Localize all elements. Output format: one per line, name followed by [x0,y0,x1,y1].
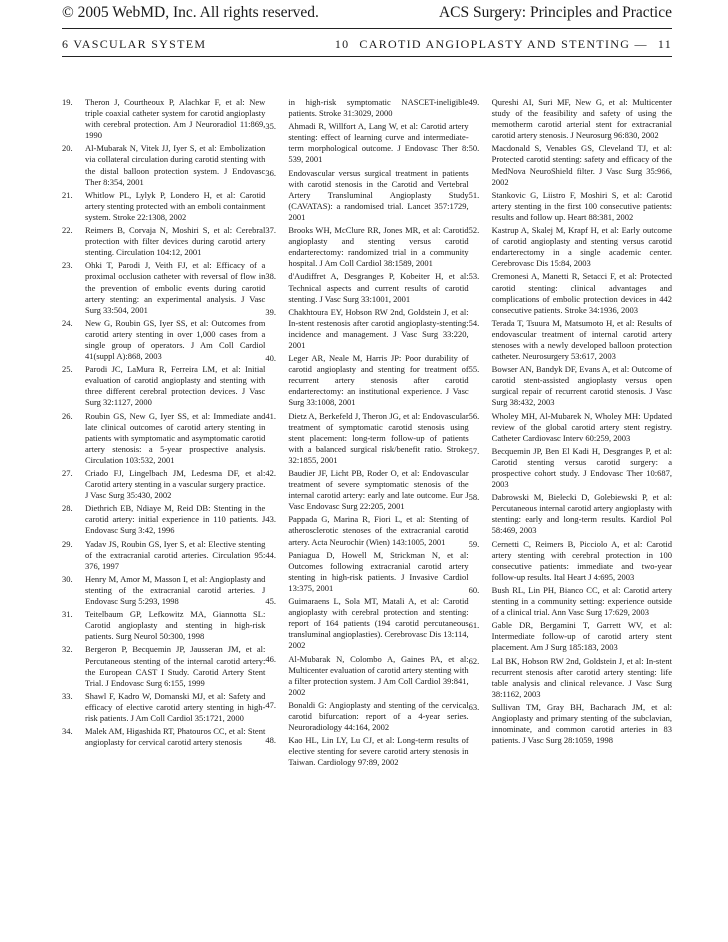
reference-number: 61. [468,620,480,631]
reference-entry [469,225,672,269]
reference-text: Teitelbaum GP, Lefkowitz MA, Giannotta SL: Carotid angioplasty and stenting in high-risk patients. Surg Neurol 50:300, 1998 [85,609,266,642]
reference-entry [469,492,672,536]
reference-number: 37. [265,225,276,236]
reference-number: 33. [62,690,73,701]
reference-entry [62,97,265,141]
reference-list [62,97,672,770]
reference-number: 59. [468,538,480,549]
reference-text: Lal BK, Hobson RW 2nd, Goldstein J, et al: In-stent recurrent stenosis after carotid artery stenting: life table analysis and clinical relevance. J Vasc Surg 38:1162, 2003 [491,655,672,699]
reference-entry [62,411,265,466]
reference-text: Leger AR, Neale M, Harris JP: Poor durability of carotid angioplasty and stenting for treatment of recurrent artery stenosis after carotid endarterectomy: an institutional experience. J Vasc Surg 33:1008, 2001 [288,353,469,408]
reference-number: 58. [468,492,480,503]
reference-text: Sullivan TM, Gray BH, Bacharach JM, et al: Angioplasty and primary stenting of the subclavian, innominate, and common carotid arteries in 83 patients. J Vasc Surg 28:1059, 1998 [491,701,672,746]
reference-number: 21. [62,189,73,200]
reference-text: Bowser AN, Bandyk DF, Evans A, et al: Outcome of carotid stent-assisted angioplasty versus open surgical repair of recurrent carotid stenosis. J Vasc Surg 38:432, 2003 [491,364,672,408]
reference-entry [62,225,265,258]
reference-number: 46. [265,653,276,664]
page-number: 11 [657,37,672,51]
reference-text: Terada T, Tsuura M, Matsumoto H, et al: Results of endovascular treatment of internal carotid artery stenoses with a newly developed balloon protection catheter. Neurosurgery 53:617, 2003 [491,317,672,362]
reference-entry [469,620,672,653]
reference-text: Henry M, Amor M, Masson I, et al: Angioplasty and stenting of the extracranial carotid arteries. J Endovasc Surg 5:293, 1998 [85,573,266,607]
reference-entry [265,307,468,351]
reference-entry [469,97,672,141]
reference-number: 19. [62,97,73,107]
reference-number: 27. [62,468,73,478]
reference-text: Roubin GS, New G, Iyer SS, et al: Immediate and late clinical outcomes of carotid artery stenting in patients with symptomatic and asymptomatic carotid artery stenosis: a 5-year prospective analysis. Circulation 103:532, 2001 [85,410,266,465]
reference-text: Cernetti C, Reimers B, Picciolo A, et al: Carotid artery stenting with cerebral protection in 100 consecutive patients: immediate and two-year follow-up results. Ital Heart J 4:695, 2003 [491,538,672,582]
reference-number: 32. [62,644,73,655]
reference-text: Bush RL, Lin PH, Bianco CC, et al: Carotid artery stenting in a community setting: experience outside of a clinical trial. Ann Vasc Surg 17:629, 2003 [491,584,672,618]
reference-text: Bonaldi G: Angioplasty and stenting of the cervical carotid bifurcation: report of a 4-year series. Neuroradiology 44:164, 2002 [288,699,469,733]
reference-text: Al-Mubarak N, Vitek JJ, Iyer S, et al: Embolization via collateral circulation during carotid stenting with the distal balloon protection system. J Endovasc Ther 8:354, 2001 [85,143,266,187]
reference-text: Shawl F, Kadro W, Domanski MJ, et al: Safety and efficacy of elective carotid artery stenting in high-risk patients. J Am Coll Cardiol 35:1721, 2000 [85,690,266,723]
reference-text: Macdonald S, Venables GS, Cleveland TJ, et al: Protected carotid stenting: safety and efficacy of the MedNova NeuroShield filter. J Vasc Surg 35:966, 2002 [491,143,672,187]
reference-text: Malek AM, Higashida RT, Phatouros CC, et al: Stent angioplasty for cervical carotid artery stenosis [85,726,266,748]
reference-number: 30. [62,573,73,584]
reference-entry [469,190,672,223]
reference-text: Endovascular versus surgical treatment in patients with carotid stenosis in the Carotid and Vertebral Artery Transluminal Angioplasty Study (CAVATAS): a randomised trial. Lancet 357:1729, 2001 [288,167,469,222]
reference-number: 47. [265,699,276,710]
reference-number: 53. [468,271,480,282]
reference-entry [62,190,265,223]
reference-text: in high-risk symptomatic NASCET-ineligible patients. Stroke 31:3029, 2000 [288,97,469,119]
reference-entry [62,609,265,642]
reference-number: 52. [468,225,480,236]
reference-entry [265,411,468,466]
reference-text: Parodi JC, LaMura R, Ferreira LM, et al: Initial evaluation of carotid angioplasty and stenting with three different cerebral protection devices. J Vasc Surg 32:1127, 2000 [85,364,266,408]
reference-entry [469,411,672,444]
reference-number: 26. [62,410,73,421]
reference-number: 42. [265,468,276,478]
reference-text: Qureshi AI, Suri MF, New G, et al: Multicenter study of the feasibility and safety of using the memotherm carotid arterial stent for extracranial carotid artery stenosis. J Neurosurg 96:830, 2002 [491,97,672,141]
reference-entry [265,700,468,733]
reference-number: 22. [62,225,73,236]
reference-entry [62,574,265,607]
reference-number: 44. [265,549,276,560]
reference-entry [469,364,672,408]
reference-text: Cremonesi A, Manetti R, Setacci F, et al: Protected carotid stenting: clinical advantages and complications of embolic protection devices in 442 consecutive patients. Stroke 34:1936, 2003 [491,271,672,315]
reference-entry [469,585,672,618]
running-header [62,2,672,24]
reference-entry [62,503,265,536]
header-rule-top [62,28,672,29]
reference-entry [469,446,672,490]
reference-column-1 [62,97,265,770]
reference-entry [265,735,468,768]
reference-entry [62,318,265,362]
reference-entry [469,318,672,362]
reference-number: 50. [468,143,480,154]
reference-number: 40. [265,353,276,364]
reference-number: 34. [62,726,73,737]
reference-entry [62,539,265,572]
reference-entry [265,97,468,119]
reference-text: Chakhtoura EY, Hobson RW 2nd, Goldstein J, et al: In-stent restenosis after carotid angioplasty-stenting: incidence and management. J Vasc Surg 33:220, 2001 [288,306,469,350]
reference-text: Diethrich EB, Ndiaye M, Reid DB: Stenting in the carotid artery: initial experience in 110 patients. J Endovasc Surg 3:42, 1996 [85,503,266,536]
copyright-notice: © 2005 WebMD, Inc. All rights reserved. [62,4,319,21]
reference-number: 23. [62,260,73,271]
section-header [62,37,672,52]
reference-entry [62,260,265,315]
reference-entry [62,644,265,688]
book-title: ACS Surgery: Principles and Practice [438,4,672,21]
reference-number: 28. [62,503,73,514]
chapter-number: 10 [334,37,350,51]
reference-text: Brooks WH, McClure RR, Jones MR, et al: Carotid angioplasty and stenting versus carotid endarterectomy: randomized trial in a community hospital. J Am Coll Cardiol 38:1589, 2001 [288,225,469,269]
header-rule-bottom [62,56,672,57]
reference-number: 55. [468,364,480,375]
reference-number: 39. [265,306,276,317]
reference-text: Kao HL, Lin LY, Lu CJ, et al: Long-term results of elective stenting for severe carotid artery stenosis in Taiwan. Cardiology 97:89, 2002 [288,735,469,768]
reference-text: Gable DR, Bergamini T, Garrett WV, et al: Intermediate follow-up of carotid artery stent placement. Am J Surg 185:183, 2003 [491,620,672,653]
reference-number: 63. [468,701,480,712]
reference-text: Criado FJ, Lingelbach JM, Ledesma DF, et al: Carotid artery stenting in a vascular surgery practice. J Vasc Surg 35:430, 2002 [85,468,266,501]
reference-text: Dabrowski M, Bielecki D, Golebiewski P, et al: Percutaneous internal carotid artery angioplasty with stenting: early and long-term results. Kardiol Pol 58:469, 2003 [491,492,672,536]
reference-text: d'Audiffret A, Desgranges P, Kobeiter H, et al: Technical aspects and current results of carotid stenting. J Vasc Surg 33:1001, 2001 [288,271,469,304]
reference-entry [265,596,468,651]
reference-number: 36. [265,167,276,178]
reference-entry [265,654,468,698]
reference-text: Becquemin JP, Ben El Kadi H, Desgranges P, et al: Carotid stenting versus carotid surgery: a prospective cohort study. J Endovasc Ther 10:687, 2003 [491,445,672,490]
reference-text: Stankovic G, Liistro F, Moshiri S, et al: Carotid artery stenting in the first 100 consecutive patients: results and follow up. Heart 88:381, 2002 [491,189,672,222]
reference-number: 35. [265,121,276,132]
reference-text: Wholey MH, Al-Mubarek N, Wholey MH: Updated review of the global carotid artery stent registry. Catheter Cardiovasc Interv 60:259, 2003 [491,410,672,443]
reference-text: Guimaraens L, Sola MT, Matali A, et al: Carotid angioplasty with cerebral protection and stenting: report of 164 patients (194 carotid percutaneous transluminal angioplasties). Cerebrovasc Dis 13:114, 2002 [288,596,469,651]
reference-number: 56. [468,410,480,421]
reference-entry [265,225,468,269]
reference-text: Paniagua D, Howell M, Strickman N, et al: Outcomes following extracranial carotid artery stenting in high-risk patients. J Invasive Cardiol 13:375, 2001 [288,549,469,593]
reference-number: 43. [265,514,276,525]
reference-entry [265,271,468,304]
reference-text: Theron J, Courtheoux P, Alachkar F, et al: New triple coaxial catheter system for carotid angioplasty with cerebral protection. Am J Neuroradiol 11:869, 1990 [85,97,266,141]
reference-entry [469,656,672,700]
reference-number: 49. [468,97,480,107]
chapter-header [335,37,672,52]
reference-entry [265,353,468,408]
reference-number: 41. [265,410,276,421]
reference-text: Dietz A, Berkefeld J, Theron JG, et al: Endovascular treatment of symptomatic carotid stenosis using stent placement: long-term follow-up of patients with a balanced surgical risk/benefit ratio. Stroke 32:1855, 2001 [288,410,469,465]
reference-number: 60. [468,584,480,595]
reference-number: 20. [62,143,73,154]
reference-text: Al-Mubarak N, Colombo A, Gaines PA, et al: Multicenter evaluation of carotid artery stenting with a filter protection system. J Am Coll Cardiol 39:841, 2002 [288,653,469,697]
reference-column-2 [265,97,468,770]
reference-number: 38. [265,271,276,282]
reference-text: Bergeron P, Becquemin JP, Jausseran JM, et al: Percutaneous stenting of the internal carotid artery: the European CAST I Study. Carotid Artery Stent Trial. J Endovasc Surg 6:155, 1999 [85,644,266,688]
reference-text: Yadav JS, Roubin GS, Iyer S, et al: Elective stenting of the extracranial carotid arteries. Circulation 95: 376, 1997 [85,538,266,571]
reference-text: Ohki T, Parodi J, Veith FJ, et al: Efficacy of a proximal occlusion catheter with reversal of flow in the prevention of embolic events during carotid artery stenting: an experimental analysis. J Vasc Surg 33:504, 2001 [85,260,266,315]
reference-entry [62,468,265,501]
reference-number: 54. [468,317,480,328]
reference-number: 62. [468,655,480,666]
reference-number: 48. [265,735,276,746]
reference-entry [469,539,672,583]
reference-text: Pappada G, Marina R, Fiori L, et al: Stenting of atherosclerotic stenoses of the extracranial carotid artery. Acta Neurochir (Wien) 143:1005, 2001 [288,514,469,547]
reference-number: 31. [62,609,73,620]
reference-entry [469,143,672,187]
reference-text: Whitlow PL, Lylyk P, Londero H, et al: Carotid artery stenting protected with an emboli containment system. Stroke 22:1308, 2002 [85,189,266,222]
reference-entry [62,726,265,748]
reference-entry [62,364,265,408]
reference-text: New G, Roubin GS, Iyer SS, et al: Outcomes from carotid artery stenting in over 1,000 cases from a single group of operators. J Am Coll Cardiol 41(suppl A):868, 2003 [85,317,266,362]
reference-number: 45. [265,596,276,607]
reference-number: 25. [62,364,73,375]
reference-entry [62,691,265,724]
section-title: 6 VASCULAR SYSTEM [62,37,207,51]
reference-entry [265,168,468,223]
reference-text: Ahmadi R, Willfort A, Lang W, et al: Carotid artery stenting: effect of learning curve and intermediate-term morphological outcome. J Endovasc Ther 8: 539, 2001 [288,121,469,165]
reference-number: 29. [62,538,73,549]
reference-entry [265,514,468,547]
reference-entry [62,143,265,187]
reference-column-3 [469,97,672,770]
reference-number: 51. [468,189,480,200]
reference-text: Kastrup A, Skalej M, Krapf H, et al: Early outcome of carotid angioplasty and stenting versus carotid endarterectomy in a single academic center. Cerebrovasc Dis 15:84, 2003 [491,225,672,269]
reference-entry [265,550,468,594]
reference-text: Reimers B, Corvaja N, Moshiri S, et al: Cerebral protection with filter devices during carotid artery stenting. Circulation 104:12, 2001 [85,225,266,258]
reference-number: 24. [62,317,73,328]
reference-number: 57. [468,445,480,456]
reference-text: Baudier JF, Licht PB, Roder O, et al: Endovascular treatment of severe symptomatic stenosis of the internal carotid artery: early and late outcome. Eur J Vasc Endovasc Surg 22:205, 2001 [288,468,469,512]
reference-entry [469,702,672,746]
reference-number [265,97,288,119]
reference-entry [469,271,672,315]
chapter-title: CAROTID ANGIOPLASTY AND STENTING — [359,37,648,51]
reference-entry [265,468,468,512]
reference-entry [265,121,468,165]
